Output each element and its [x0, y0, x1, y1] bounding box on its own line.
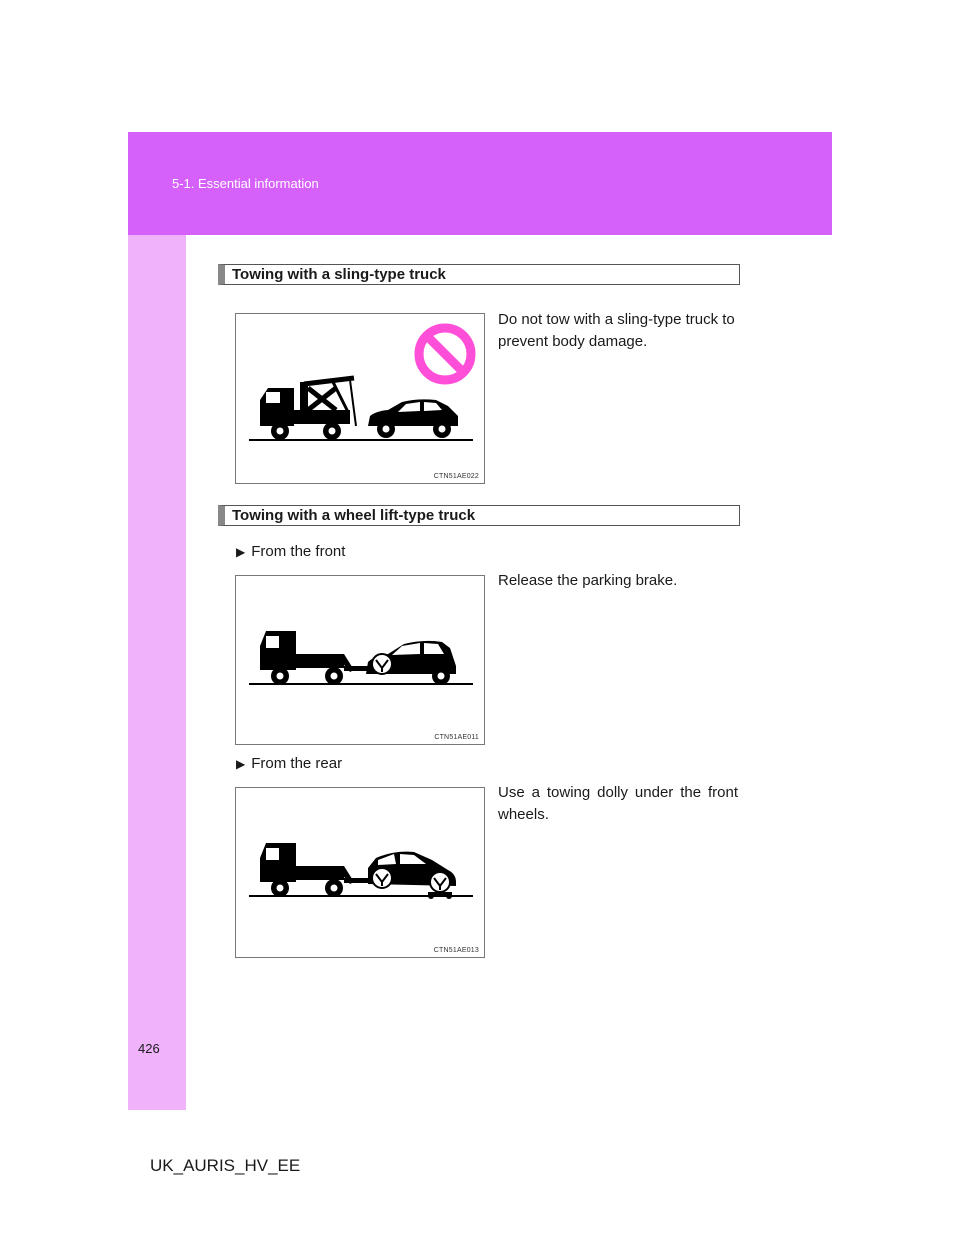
- figure-code: CTN51AE022: [433, 473, 479, 480]
- from-front-instruction-text: Release the parking brake.: [498, 572, 678, 589]
- car-icon: [368, 852, 456, 892]
- figure-code: CTN51AE013: [433, 947, 479, 954]
- page-number: 426: [138, 1041, 160, 1056]
- bullet-triangle-icon: ▶: [236, 545, 246, 559]
- figure-sling-tow: [235, 313, 485, 484]
- section-heading-wheel-lift: Towing with a wheel lift-type truck: [218, 505, 740, 526]
- side-strip: [128, 235, 186, 1110]
- section-label: 5-1. Essential information: [172, 176, 319, 191]
- wheel-lift-truck-icon: [260, 631, 390, 685]
- car-icon: [366, 641, 456, 685]
- subheading-from-front: [236, 543, 345, 560]
- figure-wheel-lift-rear: [235, 787, 485, 958]
- section-heading-sling: Towing with a sling-type truck: [218, 264, 740, 285]
- subheading-from-rear-label: From the rear: [251, 755, 343, 772]
- wheel-lift-rear-illustration: [236, 788, 486, 959]
- from-rear-instruction-text: Use a towing dolly under the front wheels.: [498, 784, 738, 823]
- wheel-lift-front-illustration: [236, 576, 486, 746]
- document-code: UK_AURIS_HV_EE: [150, 1156, 301, 1175]
- subheading-from-front-label: From the front: [251, 543, 346, 560]
- figure-code: CTN51AE011: [434, 734, 479, 741]
- bullet-triangle-icon: ▶: [236, 757, 246, 771]
- sling-truck-icon: [260, 378, 356, 440]
- sling-tow-illustration: [236, 314, 486, 485]
- figure-wheel-lift-front: [235, 575, 485, 745]
- car-icon: [368, 399, 458, 438]
- sling-warning-text: Do not tow with a sling-type truck to prevent body damage.: [498, 311, 735, 350]
- prohibition-sign-icon: [419, 328, 471, 380]
- subheading-from-rear: [236, 755, 342, 772]
- wheel-lift-truck-icon: [260, 843, 380, 897]
